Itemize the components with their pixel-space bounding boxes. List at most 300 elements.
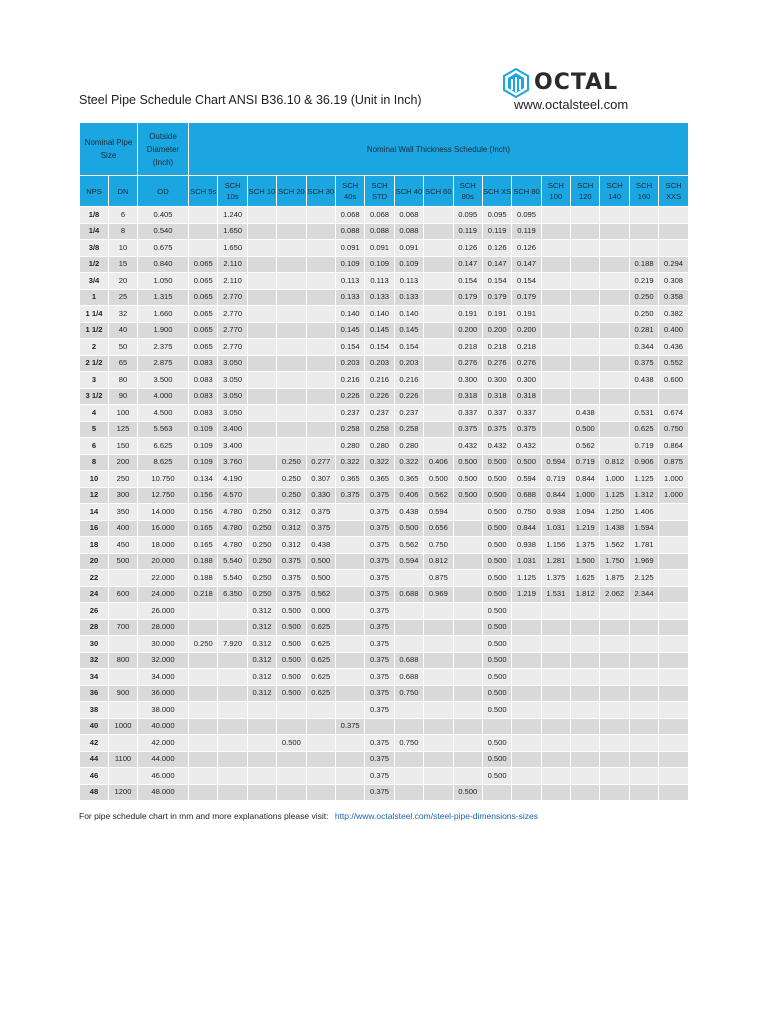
table-cell: 400 <box>109 520 138 537</box>
table-cell <box>109 603 138 620</box>
table-cell: 1.000 <box>571 487 600 504</box>
table-cell <box>571 355 600 372</box>
table-cell <box>453 702 482 719</box>
table-cell: 15 <box>109 256 138 273</box>
table-cell <box>335 768 364 785</box>
table-cell <box>512 603 541 620</box>
table-cell: 1.375 <box>571 537 600 554</box>
table-cell: 0.500 <box>482 735 511 752</box>
table-row <box>80 421 689 438</box>
table-cell <box>659 751 689 768</box>
table-cell <box>512 685 541 702</box>
table-cell <box>600 438 629 455</box>
table-cell <box>306 735 335 752</box>
table-cell <box>512 718 541 735</box>
table-cell: 2.110 <box>218 273 247 290</box>
table-cell: 0.750 <box>394 685 423 702</box>
table-cell <box>218 619 247 636</box>
table-cell: 0.594 <box>512 471 541 488</box>
table-cell: 0.280 <box>394 438 423 455</box>
table-cell <box>277 207 306 224</box>
table-cell <box>453 520 482 537</box>
nps-cell: 34 <box>80 669 109 686</box>
table-cell <box>247 223 276 240</box>
table-cell: 0.625 <box>306 685 335 702</box>
table-cell: 0.436 <box>659 339 689 356</box>
table-cell: 1.312 <box>629 487 658 504</box>
table-cell: 0.191 <box>482 306 511 323</box>
table-cell: 0.500 <box>453 471 482 488</box>
table-cell: 0.165 <box>189 520 218 537</box>
table-cell <box>571 388 600 405</box>
table-cell: 10 <box>109 240 138 257</box>
table-cell: 0.500 <box>482 553 511 570</box>
table-cell: 1.650 <box>218 223 247 240</box>
table-cell: 2.125 <box>629 570 658 587</box>
table-cell <box>277 289 306 306</box>
table-cell: 1.781 <box>629 537 658 554</box>
table-cell: 0.250 <box>629 306 658 323</box>
table-cell <box>571 619 600 636</box>
table-cell: 0.438 <box>306 537 335 554</box>
table-cell: 0.280 <box>335 438 364 455</box>
table-cell <box>571 240 600 257</box>
nps-cell: 44 <box>80 751 109 768</box>
table-cell: 36.000 <box>138 685 189 702</box>
octal-logo <box>500 66 640 116</box>
table-cell: 0.844 <box>512 520 541 537</box>
table-cell <box>424 619 453 636</box>
table-cell: 0.969 <box>424 586 453 603</box>
table-cell: 1.240 <box>218 207 247 224</box>
table-cell: 0.219 <box>629 273 658 290</box>
table-cell: 46.000 <box>138 768 189 785</box>
table-cell: 0.500 <box>482 520 511 537</box>
nps-cell: 8 <box>80 454 109 471</box>
table-cell: 0.300 <box>453 372 482 389</box>
table-cell: 0.165 <box>189 537 218 554</box>
table-cell <box>189 784 218 801</box>
table-cell: 0.250 <box>247 570 276 587</box>
table-cell: 0.375 <box>365 702 394 719</box>
table-cell: 0.432 <box>512 438 541 455</box>
table-cell: 0.358 <box>659 289 689 306</box>
table-cell: 150 <box>109 438 138 455</box>
table-cell <box>541 735 570 752</box>
table-cell: 450 <box>109 537 138 554</box>
nps-cell: 3/4 <box>80 273 109 290</box>
table-cell: 1000 <box>109 718 138 735</box>
table-cell <box>189 751 218 768</box>
table-cell <box>541 438 570 455</box>
table-cell <box>629 784 658 801</box>
table-cell: 0.625 <box>629 421 658 438</box>
table-cell: 0.438 <box>394 504 423 521</box>
table-cell <box>512 619 541 636</box>
table-cell: 1.594 <box>629 520 658 537</box>
table-cell <box>277 388 306 405</box>
table-cell <box>247 306 276 323</box>
table-cell <box>189 619 218 636</box>
table-cell <box>189 652 218 669</box>
table-cell: 0.500 <box>277 619 306 636</box>
table-cell: 0.226 <box>365 388 394 405</box>
table-cell: 0.500 <box>277 603 306 620</box>
table-cell: 0.154 <box>365 339 394 356</box>
table-cell: 0.318 <box>453 388 482 405</box>
table-cell <box>512 702 541 719</box>
table-cell: 0.500 <box>277 735 306 752</box>
table-cell <box>659 223 689 240</box>
table-cell: 38.000 <box>138 702 189 719</box>
table-cell <box>277 339 306 356</box>
table-cell <box>277 784 306 801</box>
table-cell <box>306 438 335 455</box>
table-cell <box>600 405 629 422</box>
table-cell: 8.625 <box>138 454 189 471</box>
table-cell: 0.375 <box>512 421 541 438</box>
table-cell: 6.350 <box>218 586 247 603</box>
table-cell <box>306 768 335 785</box>
table-cell: 0.216 <box>365 372 394 389</box>
table-cell <box>189 207 218 224</box>
table-cell: 1.500 <box>571 553 600 570</box>
table-cell: 5.563 <box>138 421 189 438</box>
table-cell: 0.337 <box>453 405 482 422</box>
table-row <box>80 273 689 290</box>
table-cell: 0.250 <box>247 586 276 603</box>
table-cell: 0.250 <box>247 553 276 570</box>
table-cell <box>189 685 218 702</box>
table-cell <box>600 223 629 240</box>
table-row <box>80 289 689 306</box>
table-cell <box>394 619 423 636</box>
table-cell: 0.179 <box>512 289 541 306</box>
table-cell: 0.145 <box>365 322 394 339</box>
table-cell: 0.500 <box>482 702 511 719</box>
table-cell: 4.570 <box>218 487 247 504</box>
table-cell: 0.308 <box>659 273 689 290</box>
table-cell: 0.218 <box>453 339 482 356</box>
table-cell: 0.140 <box>394 306 423 323</box>
table-cell: 20 <box>109 273 138 290</box>
table-cell: 1.375 <box>541 570 570 587</box>
nps-cell: 6 <box>80 438 109 455</box>
table-cell: 4.500 <box>138 405 189 422</box>
table-cell: 0.365 <box>365 471 394 488</box>
table-cell: 0.068 <box>335 207 364 224</box>
table-cell <box>571 735 600 752</box>
table-cell <box>335 603 364 620</box>
table-cell: 0.276 <box>482 355 511 372</box>
table-cell: 0.226 <box>335 388 364 405</box>
table-cell: 900 <box>109 685 138 702</box>
nps-cell: 36 <box>80 685 109 702</box>
hex-cube-icon <box>502 68 530 98</box>
table-cell <box>512 652 541 669</box>
table-cell <box>600 289 629 306</box>
table-cell <box>247 438 276 455</box>
table-cell: 0.600 <box>659 372 689 389</box>
table-cell: 1.281 <box>541 553 570 570</box>
table-cell: 0.375 <box>306 504 335 521</box>
table-cell <box>659 520 689 537</box>
table-cell <box>189 240 218 257</box>
table-cell: 0.540 <box>138 223 189 240</box>
table-cell: 1.000 <box>659 471 689 488</box>
table-cell <box>541 669 570 686</box>
table-cell <box>453 685 482 702</box>
table-cell <box>306 702 335 719</box>
table-cell: 0.250 <box>277 471 306 488</box>
table-cell: 500 <box>109 553 138 570</box>
table-cell: 0.344 <box>629 339 658 356</box>
table-cell: 0.147 <box>453 256 482 273</box>
table-cell: 6 <box>109 207 138 224</box>
table-cell <box>541 306 570 323</box>
table-row <box>80 553 689 570</box>
table-cell: 1.219 <box>571 520 600 537</box>
table-cell: 4.780 <box>218 520 247 537</box>
table-cell: 0.065 <box>189 339 218 356</box>
table-cell <box>424 603 453 620</box>
table-cell <box>541 372 570 389</box>
table-cell: 0.068 <box>394 207 423 224</box>
table-cell: 0.216 <box>335 372 364 389</box>
table-cell <box>218 768 247 785</box>
table-cell: 12.750 <box>138 487 189 504</box>
nps-cell: 24 <box>80 586 109 603</box>
table-cell <box>512 784 541 801</box>
table-cell <box>541 355 570 372</box>
table-cell: 1.156 <box>541 537 570 554</box>
table-cell: 0.312 <box>247 669 276 686</box>
table-cell <box>277 718 306 735</box>
table-cell: 0.375 <box>365 537 394 554</box>
table-cell: 3.050 <box>218 388 247 405</box>
table-cell <box>247 372 276 389</box>
table-cell: 3.050 <box>218 355 247 372</box>
table-cell: 200 <box>109 454 138 471</box>
table-cell <box>218 735 247 752</box>
table-cell: 0.258 <box>335 421 364 438</box>
table-cell: 0.109 <box>365 256 394 273</box>
table-cell: 0.218 <box>512 339 541 356</box>
table-cell: 0.307 <box>306 471 335 488</box>
table-cell <box>247 735 276 752</box>
table-cell <box>247 256 276 273</box>
table-cell: 0.500 <box>453 454 482 471</box>
table-cell: 0.281 <box>629 322 658 339</box>
table-cell: 0.188 <box>189 553 218 570</box>
table-cell <box>541 619 570 636</box>
table-cell <box>659 570 689 587</box>
nps-cell: 32 <box>80 652 109 669</box>
table-cell: 0.203 <box>365 355 394 372</box>
table-cell <box>571 339 600 356</box>
table-cell: 30.000 <box>138 636 189 653</box>
nps-cell: 5 <box>80 421 109 438</box>
table-cell: 0.318 <box>482 388 511 405</box>
table-cell <box>335 553 364 570</box>
table-cell: 0.218 <box>482 339 511 356</box>
table-cell <box>306 421 335 438</box>
table-cell: 0.688 <box>394 586 423 603</box>
table-cell <box>659 388 689 405</box>
nps-cell: 3 <box>80 372 109 389</box>
table-cell <box>247 702 276 719</box>
table-cell <box>629 240 658 257</box>
table-cell: 0.154 <box>512 273 541 290</box>
footer-link[interactable]: http://www.octalsteel.com/steel-pipe-dimensions-sizes <box>334 811 538 821</box>
table-cell: 0.531 <box>629 405 658 422</box>
table-cell: 800 <box>109 652 138 669</box>
table-cell: 0.109 <box>189 454 218 471</box>
table-cell <box>571 685 600 702</box>
table-cell: 0.179 <box>482 289 511 306</box>
table-cell <box>277 273 306 290</box>
table-cell: 0.322 <box>394 454 423 471</box>
table-cell <box>629 735 658 752</box>
table-cell: 0.500 <box>482 570 511 587</box>
table-cell: 0.250 <box>629 289 658 306</box>
table-cell: 0.277 <box>306 454 335 471</box>
table-cell <box>659 702 689 719</box>
table-cell: 0.375 <box>365 586 394 603</box>
table-cell <box>629 768 658 785</box>
table-cell <box>600 619 629 636</box>
table-cell: 0.312 <box>247 603 276 620</box>
table-row <box>80 768 689 785</box>
table-cell: 0.200 <box>482 322 511 339</box>
table-cell <box>277 372 306 389</box>
table-cell: 0.875 <box>659 454 689 471</box>
nps-cell: 1 1/2 <box>80 322 109 339</box>
table-cell: 0.312 <box>277 520 306 537</box>
table-cell: 0.065 <box>189 289 218 306</box>
table-cell: 1.125 <box>600 487 629 504</box>
table-row <box>80 784 689 801</box>
table-cell: 0.375 <box>335 718 364 735</box>
table-cell <box>453 603 482 620</box>
table-cell: 1.031 <box>512 553 541 570</box>
table-cell: 0.312 <box>247 685 276 702</box>
table-cell <box>247 388 276 405</box>
table-cell <box>247 471 276 488</box>
table-cell <box>306 751 335 768</box>
table-cell <box>659 537 689 554</box>
table-cell: 0.091 <box>335 240 364 257</box>
table-cell <box>541 603 570 620</box>
table-cell: 1.625 <box>571 570 600 587</box>
table-cell: 350 <box>109 504 138 521</box>
table-cell: 0.226 <box>394 388 423 405</box>
table-cell <box>277 702 306 719</box>
table-row <box>80 537 689 554</box>
table-cell <box>453 735 482 752</box>
table-cell <box>571 322 600 339</box>
table-row <box>80 256 689 273</box>
table-cell <box>541 421 570 438</box>
table-cell <box>306 718 335 735</box>
table-cell <box>424 355 453 372</box>
table-cell: 0.500 <box>424 471 453 488</box>
table-row <box>80 388 689 405</box>
table-cell <box>512 636 541 653</box>
table-cell: 0.594 <box>424 504 453 521</box>
column-header: NPS <box>80 176 109 207</box>
table-cell <box>453 504 482 521</box>
table-cell <box>659 735 689 752</box>
table-cell: 0.312 <box>277 537 306 554</box>
table-cell: 1.875 <box>600 570 629 587</box>
table-cell: 0.688 <box>394 652 423 669</box>
table-cell <box>541 289 570 306</box>
table-cell <box>659 207 689 224</box>
table-cell <box>218 718 247 735</box>
table-cell <box>247 207 276 224</box>
table-cell: 1.125 <box>512 570 541 587</box>
table-row <box>80 372 689 389</box>
table-cell: 0.719 <box>629 438 658 455</box>
table-cell <box>541 685 570 702</box>
table-cell: 0.083 <box>189 405 218 422</box>
table-cell <box>600 306 629 323</box>
table-row <box>80 405 689 422</box>
table-cell <box>600 784 629 801</box>
table-cell <box>571 223 600 240</box>
column-header: SCH 10s <box>218 176 247 207</box>
table-cell <box>424 240 453 257</box>
table-cell: 0.088 <box>335 223 364 240</box>
table-cell <box>600 421 629 438</box>
nps-cell: 3 1/2 <box>80 388 109 405</box>
table-cell <box>189 768 218 785</box>
table-cell <box>109 702 138 719</box>
table-cell: 3.500 <box>138 372 189 389</box>
table-cell: 1.050 <box>138 273 189 290</box>
table-cell <box>512 768 541 785</box>
nps-cell: 3/8 <box>80 240 109 257</box>
table-cell <box>306 223 335 240</box>
table-cell <box>306 388 335 405</box>
table-cell: 0.500 <box>482 669 511 686</box>
table-cell <box>277 322 306 339</box>
table-cell: 0.337 <box>482 405 511 422</box>
nps-cell: 2 <box>80 339 109 356</box>
table-cell <box>424 421 453 438</box>
table-cell <box>629 718 658 735</box>
table-cell: 0.133 <box>365 289 394 306</box>
nps-cell: 1/2 <box>80 256 109 273</box>
table-cell: 0.875 <box>424 570 453 587</box>
table-cell <box>218 751 247 768</box>
table-cell: 0.500 <box>482 586 511 603</box>
nps-cell: 30 <box>80 636 109 653</box>
table-cell <box>424 405 453 422</box>
table-cell: 1.315 <box>138 289 189 306</box>
nps-cell: 18 <box>80 537 109 554</box>
table-cell: 0.500 <box>482 504 511 521</box>
table-cell: 0.237 <box>335 405 364 422</box>
table-cell: 10.750 <box>138 471 189 488</box>
table-cell: 0.133 <box>335 289 364 306</box>
table-cell <box>247 339 276 356</box>
table-cell <box>277 768 306 785</box>
table-cell: 0.203 <box>394 355 423 372</box>
table-cell <box>109 570 138 587</box>
table-cell: 0.938 <box>541 504 570 521</box>
